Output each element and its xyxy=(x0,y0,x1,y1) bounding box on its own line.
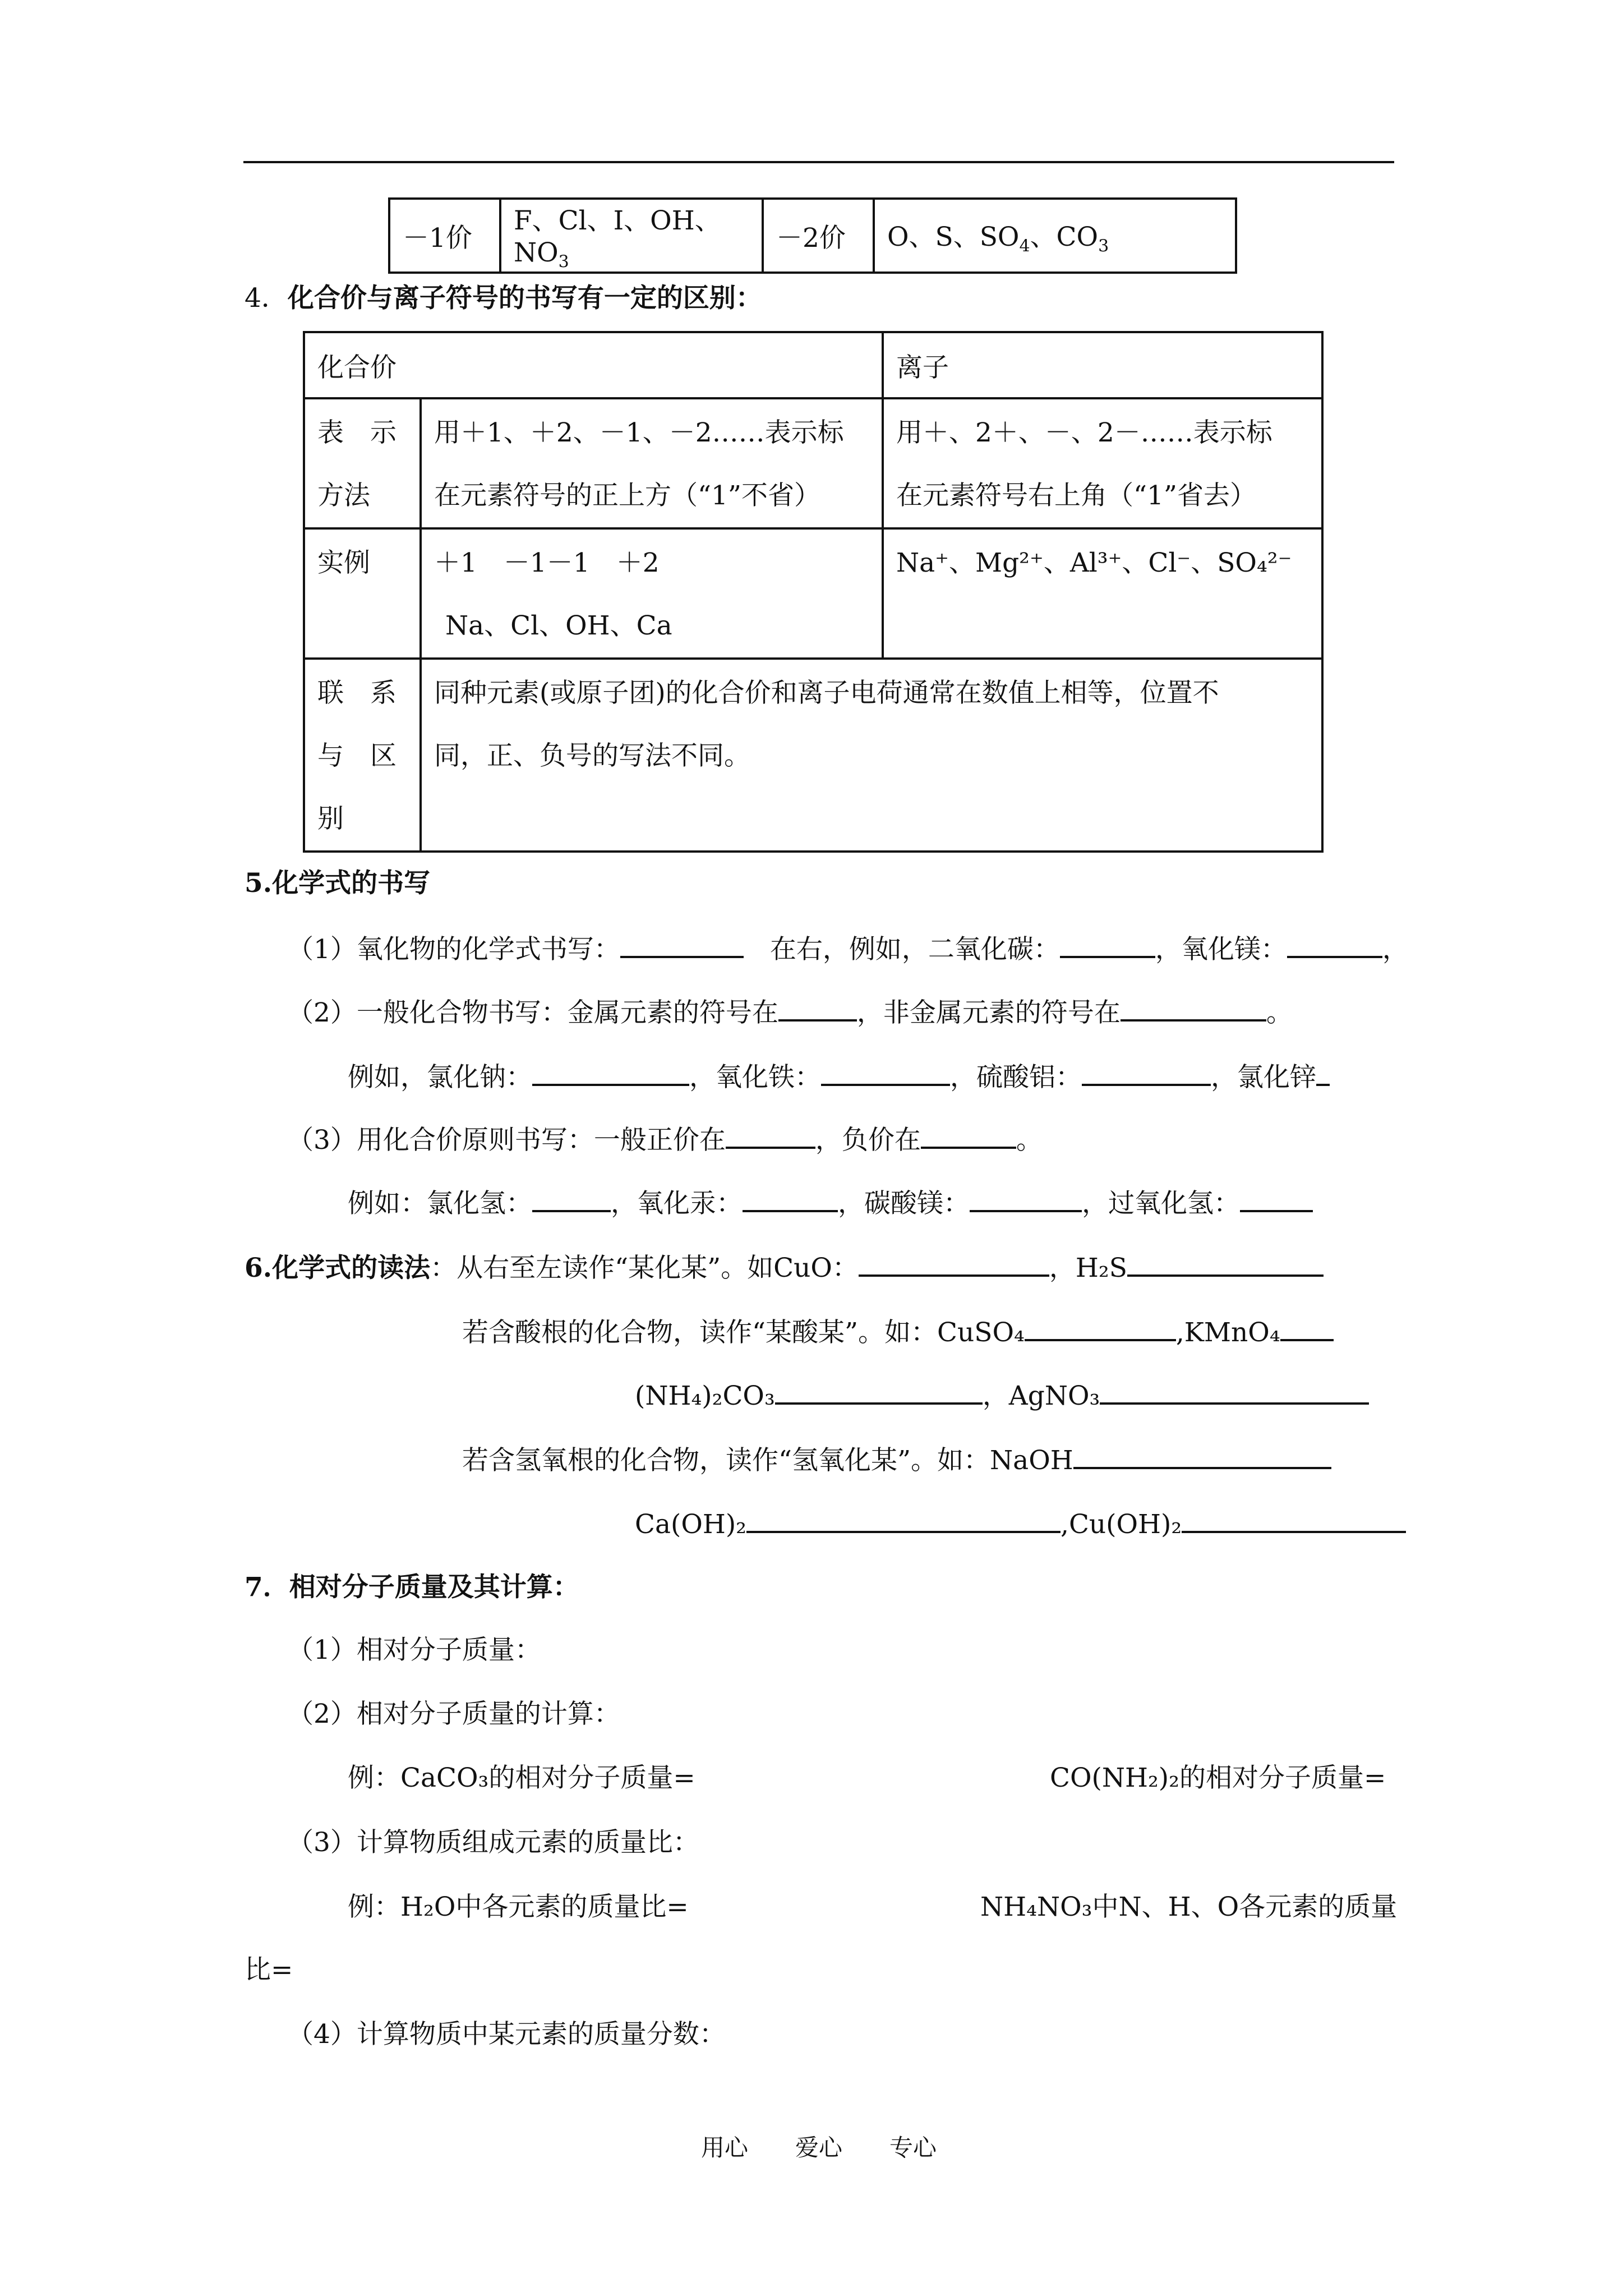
row-relation-label: 联 系 与 区 别 xyxy=(304,659,421,852)
col-valence-header: 化合价 xyxy=(304,332,883,398)
blank[interactable] xyxy=(778,995,857,1022)
s7-p2-example2: CO(NH₂)₂的相对分子质量= xyxy=(1050,1763,1386,1793)
valence-table xyxy=(388,197,1237,274)
blank[interactable] xyxy=(775,1378,983,1405)
blank[interactable] xyxy=(746,1506,1061,1533)
blank[interactable] xyxy=(1182,1506,1406,1533)
header-rule xyxy=(243,161,1394,163)
s5-line2: （2）一般化合物书写：金属元素的符号在 ，非金属元素的符号在 。 xyxy=(287,995,1293,1030)
s5-line5: 例如：氯化氢： ，氧化汞： ，碳酸镁： ，过氧化氢： xyxy=(348,1185,1313,1221)
blank[interactable] xyxy=(821,1059,950,1086)
blank[interactable] xyxy=(1316,1059,1330,1086)
section7-heading: 7．相对分子质量及其计算： xyxy=(245,1572,579,1603)
row-example-valence: ＋1 －1－1 ＋2 Na、Cl、OH、Ca xyxy=(421,528,883,659)
row-example-ion: Na⁺、Mg²⁺、Al³⁺、Cl⁻、SO₄²⁻ xyxy=(883,528,1322,659)
row-method-ion: 用＋、2＋、－、2－……表示标 在元素符号右上角（“1”省去） xyxy=(883,398,1322,528)
blank[interactable] xyxy=(1240,1185,1313,1212)
blank[interactable] xyxy=(743,1185,838,1212)
s5-line4: （3）用化合价原则书写：一般正价在 ，负价在 。 xyxy=(287,1122,1043,1157)
s7-p2: （2）相对分子质量的计算： xyxy=(287,1699,620,1729)
blank[interactable] xyxy=(620,931,744,958)
s7-p3: （3）计算物质组成元素的质量比： xyxy=(287,1827,699,1858)
blank[interactable] xyxy=(532,1185,611,1212)
row-relation-text: 同种元素(或原子团)的化合价和离子电荷通常在数值上相等，位置不 同，正、负号的写法不同。 xyxy=(421,659,1322,852)
s7-p3-example1: 例：H₂O中各元素的质量比= xyxy=(348,1892,689,1922)
page-footer: 用心 爱心 专心 xyxy=(701,2134,937,2161)
blank[interactable] xyxy=(859,1250,1049,1277)
s6-line5: Ca(OH)₂ ,Cu(OH)₂ xyxy=(635,1506,1406,1542)
s6-line1: 6.化学式的读法：从右至左读作“某化某”。如CuO： ，H₂S xyxy=(245,1250,1324,1285)
s7-p1: （1）相对分子质量： xyxy=(287,1635,541,1665)
valence-label-2: －2价 xyxy=(763,199,874,273)
s6-line4: 若含氢氧根的化合物，读作“氢氧化某”。如：NaOH xyxy=(462,1442,1331,1478)
blank[interactable] xyxy=(1100,1378,1369,1405)
section5-heading: 5.化学式的书写 xyxy=(245,868,431,899)
section4-heading: 4．化合价与离子符号的书写有一定的区别： xyxy=(245,283,762,314)
s5-line1: （1）氧化物的化学式书写： 在右，例如，二氧化碳： ，氧化镁： ， xyxy=(287,931,1409,967)
row-method-valence: 用＋1、＋2、－1、－2……表示标 在元素符号的正上方（“1”不省） xyxy=(421,398,883,528)
s7-p3-cont: 比= xyxy=(245,1954,293,1985)
s6-line3: (NH₄)₂CO₃ ，AgNO₃ xyxy=(635,1378,1369,1413)
blank[interactable] xyxy=(1121,995,1266,1022)
s7-p4: （4）计算物质中某元素的质量分数： xyxy=(287,2019,726,2050)
blank[interactable] xyxy=(1287,931,1382,958)
blank[interactable] xyxy=(1127,1250,1324,1277)
blank[interactable] xyxy=(1082,1059,1211,1086)
blank[interactable] xyxy=(1073,1442,1331,1469)
s7-p2-example1: 例：CaCO₃的相对分子质量= xyxy=(348,1763,695,1793)
blank[interactable] xyxy=(726,1122,815,1149)
s7-p3-example2: NH₄NO₃中N、H、O各元素的质量 xyxy=(980,1892,1398,1922)
s6-line2: 若含酸根的化合物，读作“某酸某”。如：CuSO₄ ,KMnO₄ xyxy=(462,1314,1334,1350)
comparison-table xyxy=(303,331,1324,853)
blank[interactable] xyxy=(921,1122,1016,1149)
blank[interactable] xyxy=(1025,1314,1176,1341)
row-method-label: 表 示 方法 xyxy=(304,398,421,528)
valence-label-1: －1价 xyxy=(389,199,500,273)
blank[interactable] xyxy=(1280,1314,1334,1341)
blank[interactable] xyxy=(1060,931,1155,958)
blank[interactable] xyxy=(532,1059,689,1086)
col-ion-header: 离子 xyxy=(883,332,1322,398)
blank[interactable] xyxy=(970,1185,1082,1212)
s5-line3: 例如，氯化钠： ，氧化铁： ，硫酸铝： ，氯化锌 xyxy=(348,1059,1330,1094)
valence-items-2: O、S、$SO_4$、$CO_3$ xyxy=(874,199,1236,273)
row-example-label: 实例 xyxy=(304,528,421,659)
valence-items-1: F、Cl、I、OH、$NO_3$ xyxy=(500,199,763,273)
